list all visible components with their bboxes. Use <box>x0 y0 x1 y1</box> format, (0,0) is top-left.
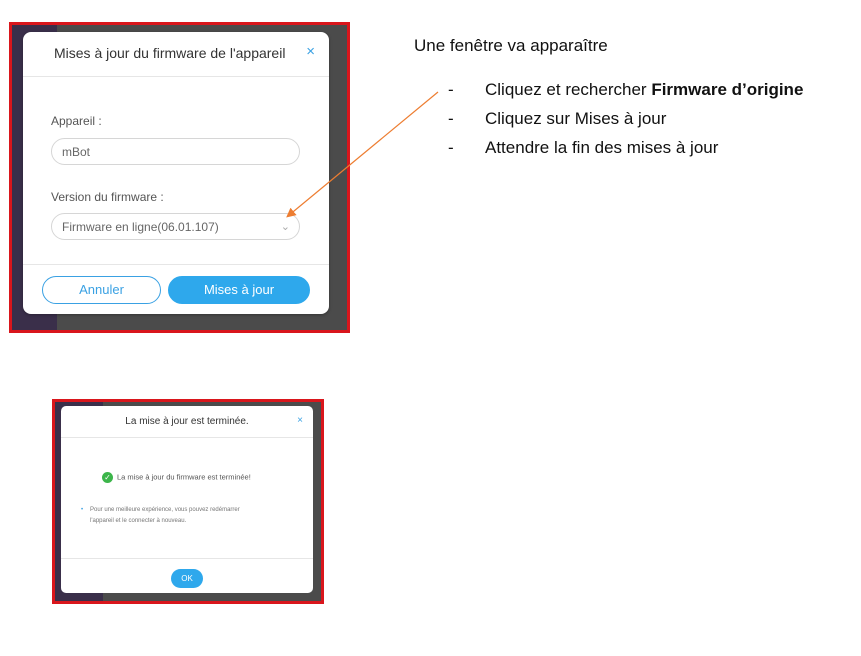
screenshot-update-dialog <box>9 22 350 333</box>
dialog-title: La mise à jour est terminée. <box>125 416 249 427</box>
dialog-header <box>61 406 313 438</box>
device-value: mBot <box>62 145 91 159</box>
firmware-update-dialog <box>23 32 329 314</box>
device-field[interactable] <box>51 138 300 165</box>
step-text-bold: Firmware d’origine <box>651 80 804 99</box>
dialog-title: Mises à jour du firmware de l'appareil <box>54 45 286 61</box>
cancel-button[interactable]: Annuler <box>42 276 161 304</box>
screenshot-complete-dialog <box>52 399 324 604</box>
firmware-version-label: Version du firmware : <box>51 190 164 204</box>
step-dash: - <box>448 109 454 128</box>
tip-line-1: Pour une meilleure expérience, vous pouvez redémarrer <box>90 507 240 513</box>
bullet-icon: • <box>81 507 84 513</box>
step-text: Cliquez sur Mises à jour <box>485 109 667 128</box>
ok-button[interactable]: OK <box>171 569 203 588</box>
step-text-plain: Cliquez et rechercher <box>485 80 652 99</box>
update-button[interactable]: Mises à jour <box>168 276 310 304</box>
check-circle-icon: ✓ <box>102 472 113 483</box>
restart-tip <box>81 505 291 527</box>
step-text <box>485 80 803 100</box>
firmware-version-select[interactable] <box>51 213 300 240</box>
step-dash: - <box>448 138 454 157</box>
close-icon[interactable]: × <box>306 43 315 60</box>
success-message <box>102 472 251 483</box>
dialog-header <box>23 32 329 77</box>
dialog-footer-divider <box>23 264 329 265</box>
update-complete-dialog <box>61 406 313 593</box>
close-icon[interactable]: × <box>297 415 303 426</box>
success-text: La mise à jour du firmware est terminée! <box>117 472 251 482</box>
chevron-down-icon: ⌄ <box>280 221 290 233</box>
dialog-footer-divider <box>61 558 313 559</box>
firmware-version-value: Firmware en ligne(06.01.107) <box>62 220 219 234</box>
step-text: Attendre la fin des mises à jour <box>485 138 719 157</box>
device-label: Appareil : <box>51 114 102 128</box>
tip-line-2: l'appareil et le connecter à nouveau. <box>90 518 187 524</box>
instructions-title: Une fenêtre va apparaître <box>414 36 608 55</box>
step-dash: - <box>448 80 454 99</box>
